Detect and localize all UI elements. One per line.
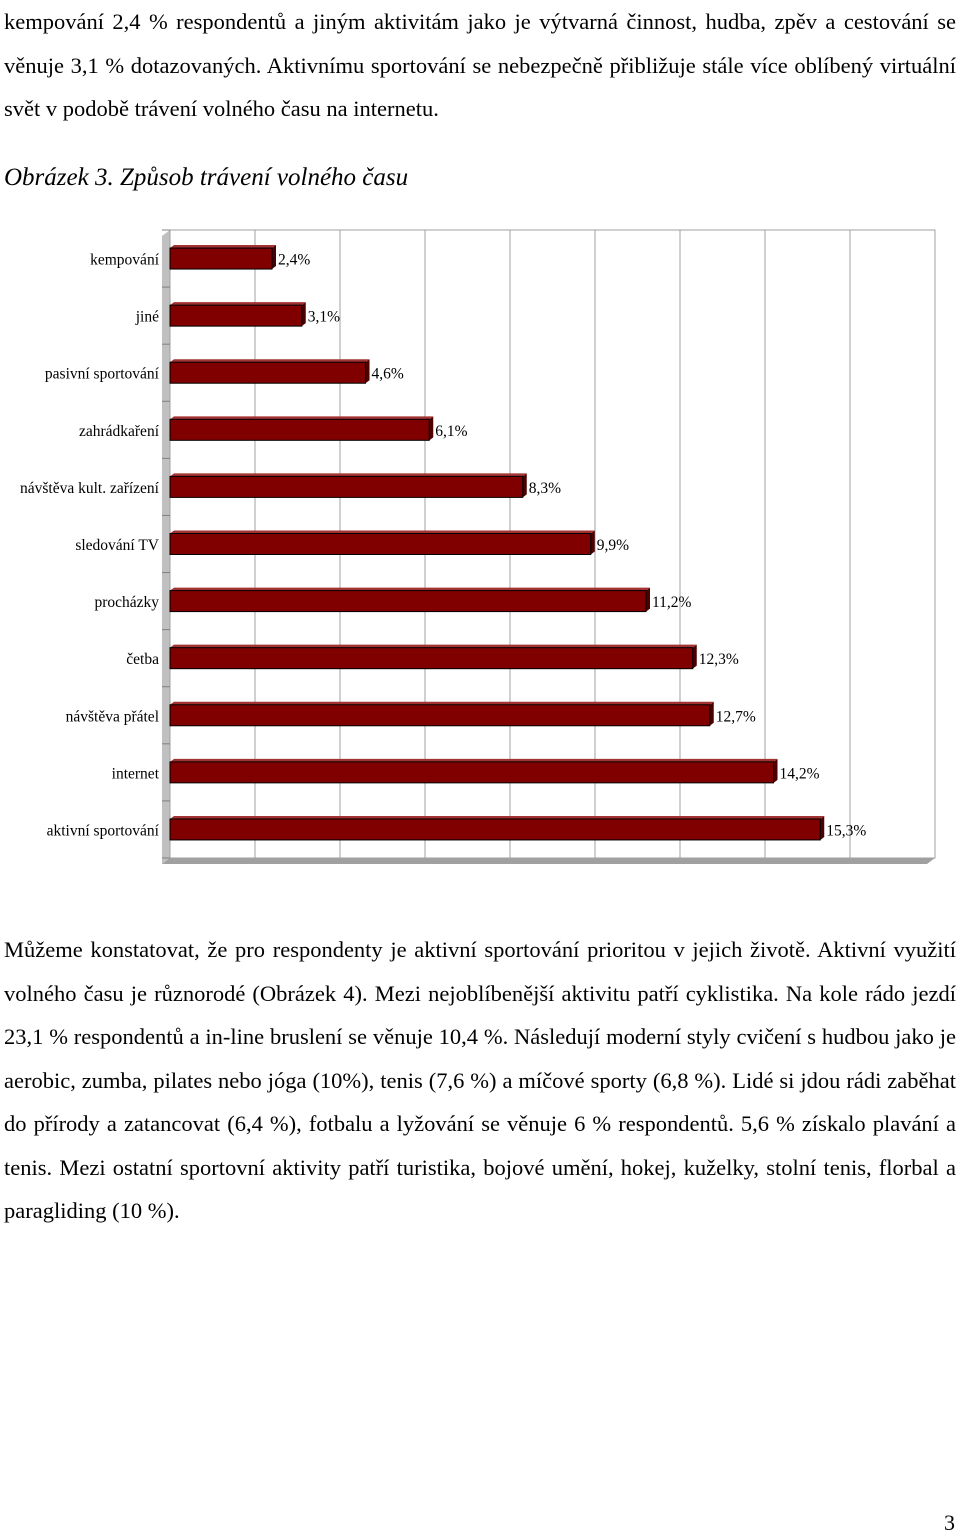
bar xyxy=(170,648,693,669)
bar xyxy=(170,476,523,497)
data-label: 8,3% xyxy=(528,479,562,497)
category-label: návštěva kult. zařízení xyxy=(19,479,159,497)
bar-side xyxy=(693,645,697,669)
bar xyxy=(170,362,366,383)
bar-side xyxy=(429,416,433,440)
bar-side xyxy=(302,302,306,326)
category-label: zahrádkaření xyxy=(78,422,159,440)
bar-side xyxy=(366,359,370,383)
category-label: četba xyxy=(126,651,159,669)
category-label: jiné xyxy=(135,308,159,326)
category-label: pasivní sportování xyxy=(44,365,159,383)
category-label: sledování TV xyxy=(75,537,159,554)
bar-chart-svg xyxy=(0,220,960,880)
body-paragraph: Můžeme konstatovat, že pro respondenty je aktivní sportování prioritou v jejich životě. Aktivní využití volného času je různorodé (Obrázek 4). Mezi nejoblíbenější aktivitu patří cyklistika. Na kole rádo jezdí 23,1 % respondentů a in-line bruslení se věnuje 10,4 %. Následují moderní styly cvičení s hudbou jako je aerobic, zumba, pilates nebo jóga (10%), tenis (7,6 %) a míčové sporty (6,8 %). Lidé si jdou rádi zaběhat do přírody a zatancovat (6,4 %), fotbalu a lyžování se věnuje 6 % respondentů. 5,6 % získalo plavání a tenis. Mezi ostatní sportovní aktivity patří turistika, bojové umění, hokej, kuželky, stolní tenis, florbal a paragliding (10 %). xyxy=(4,937,956,1223)
plot-floor xyxy=(162,858,935,864)
category-label: internet xyxy=(111,765,159,783)
data-label: 3,1% xyxy=(307,308,341,326)
plot-side-wall xyxy=(162,230,170,864)
bar xyxy=(170,762,774,783)
bar-side xyxy=(646,588,650,612)
bar xyxy=(170,305,302,326)
bar xyxy=(170,534,591,555)
bar-side xyxy=(820,816,824,840)
category-label: aktivní sportování xyxy=(46,822,159,840)
data-label: 9,9% xyxy=(596,537,630,554)
bar xyxy=(170,248,272,269)
bar xyxy=(170,591,646,612)
category-label: kempování xyxy=(90,251,159,269)
bar-side xyxy=(523,473,527,497)
data-label: 6,1% xyxy=(435,422,468,440)
intro-paragraph: kempování 2,4 % respondentů a jiným aktivitám jako je výtvarná činnost, hudba, zpěv a cestování se věnuje 3,1 % dotazovaných. Aktivnímu sportování se nebezpečně přibližuje stále více oblíbený virtuální svět v podobě trávení volného času na internetu. xyxy=(4,9,956,121)
data-label: 12,3% xyxy=(698,651,739,669)
bar-chart xyxy=(0,220,960,880)
bar xyxy=(170,705,710,726)
data-label: 4,6% xyxy=(371,365,404,383)
data-label: 14,2% xyxy=(779,765,820,783)
figure-caption: Obrázek 3. Způsob trávení volného času xyxy=(4,164,409,191)
data-label: 11,2% xyxy=(652,594,692,612)
category-label: návštěva přátel xyxy=(65,708,159,726)
category-label: procházky xyxy=(94,594,159,612)
bar-side xyxy=(710,702,714,726)
bar-side xyxy=(774,759,778,783)
page-number: 3 xyxy=(944,1510,955,1535)
bar xyxy=(170,819,820,840)
bar xyxy=(170,419,429,440)
data-label: 15,3% xyxy=(826,822,867,840)
bar-side xyxy=(272,245,276,269)
data-label: 2,4% xyxy=(278,251,311,269)
data-label: 12,7% xyxy=(715,708,756,726)
bar-side xyxy=(591,531,595,555)
